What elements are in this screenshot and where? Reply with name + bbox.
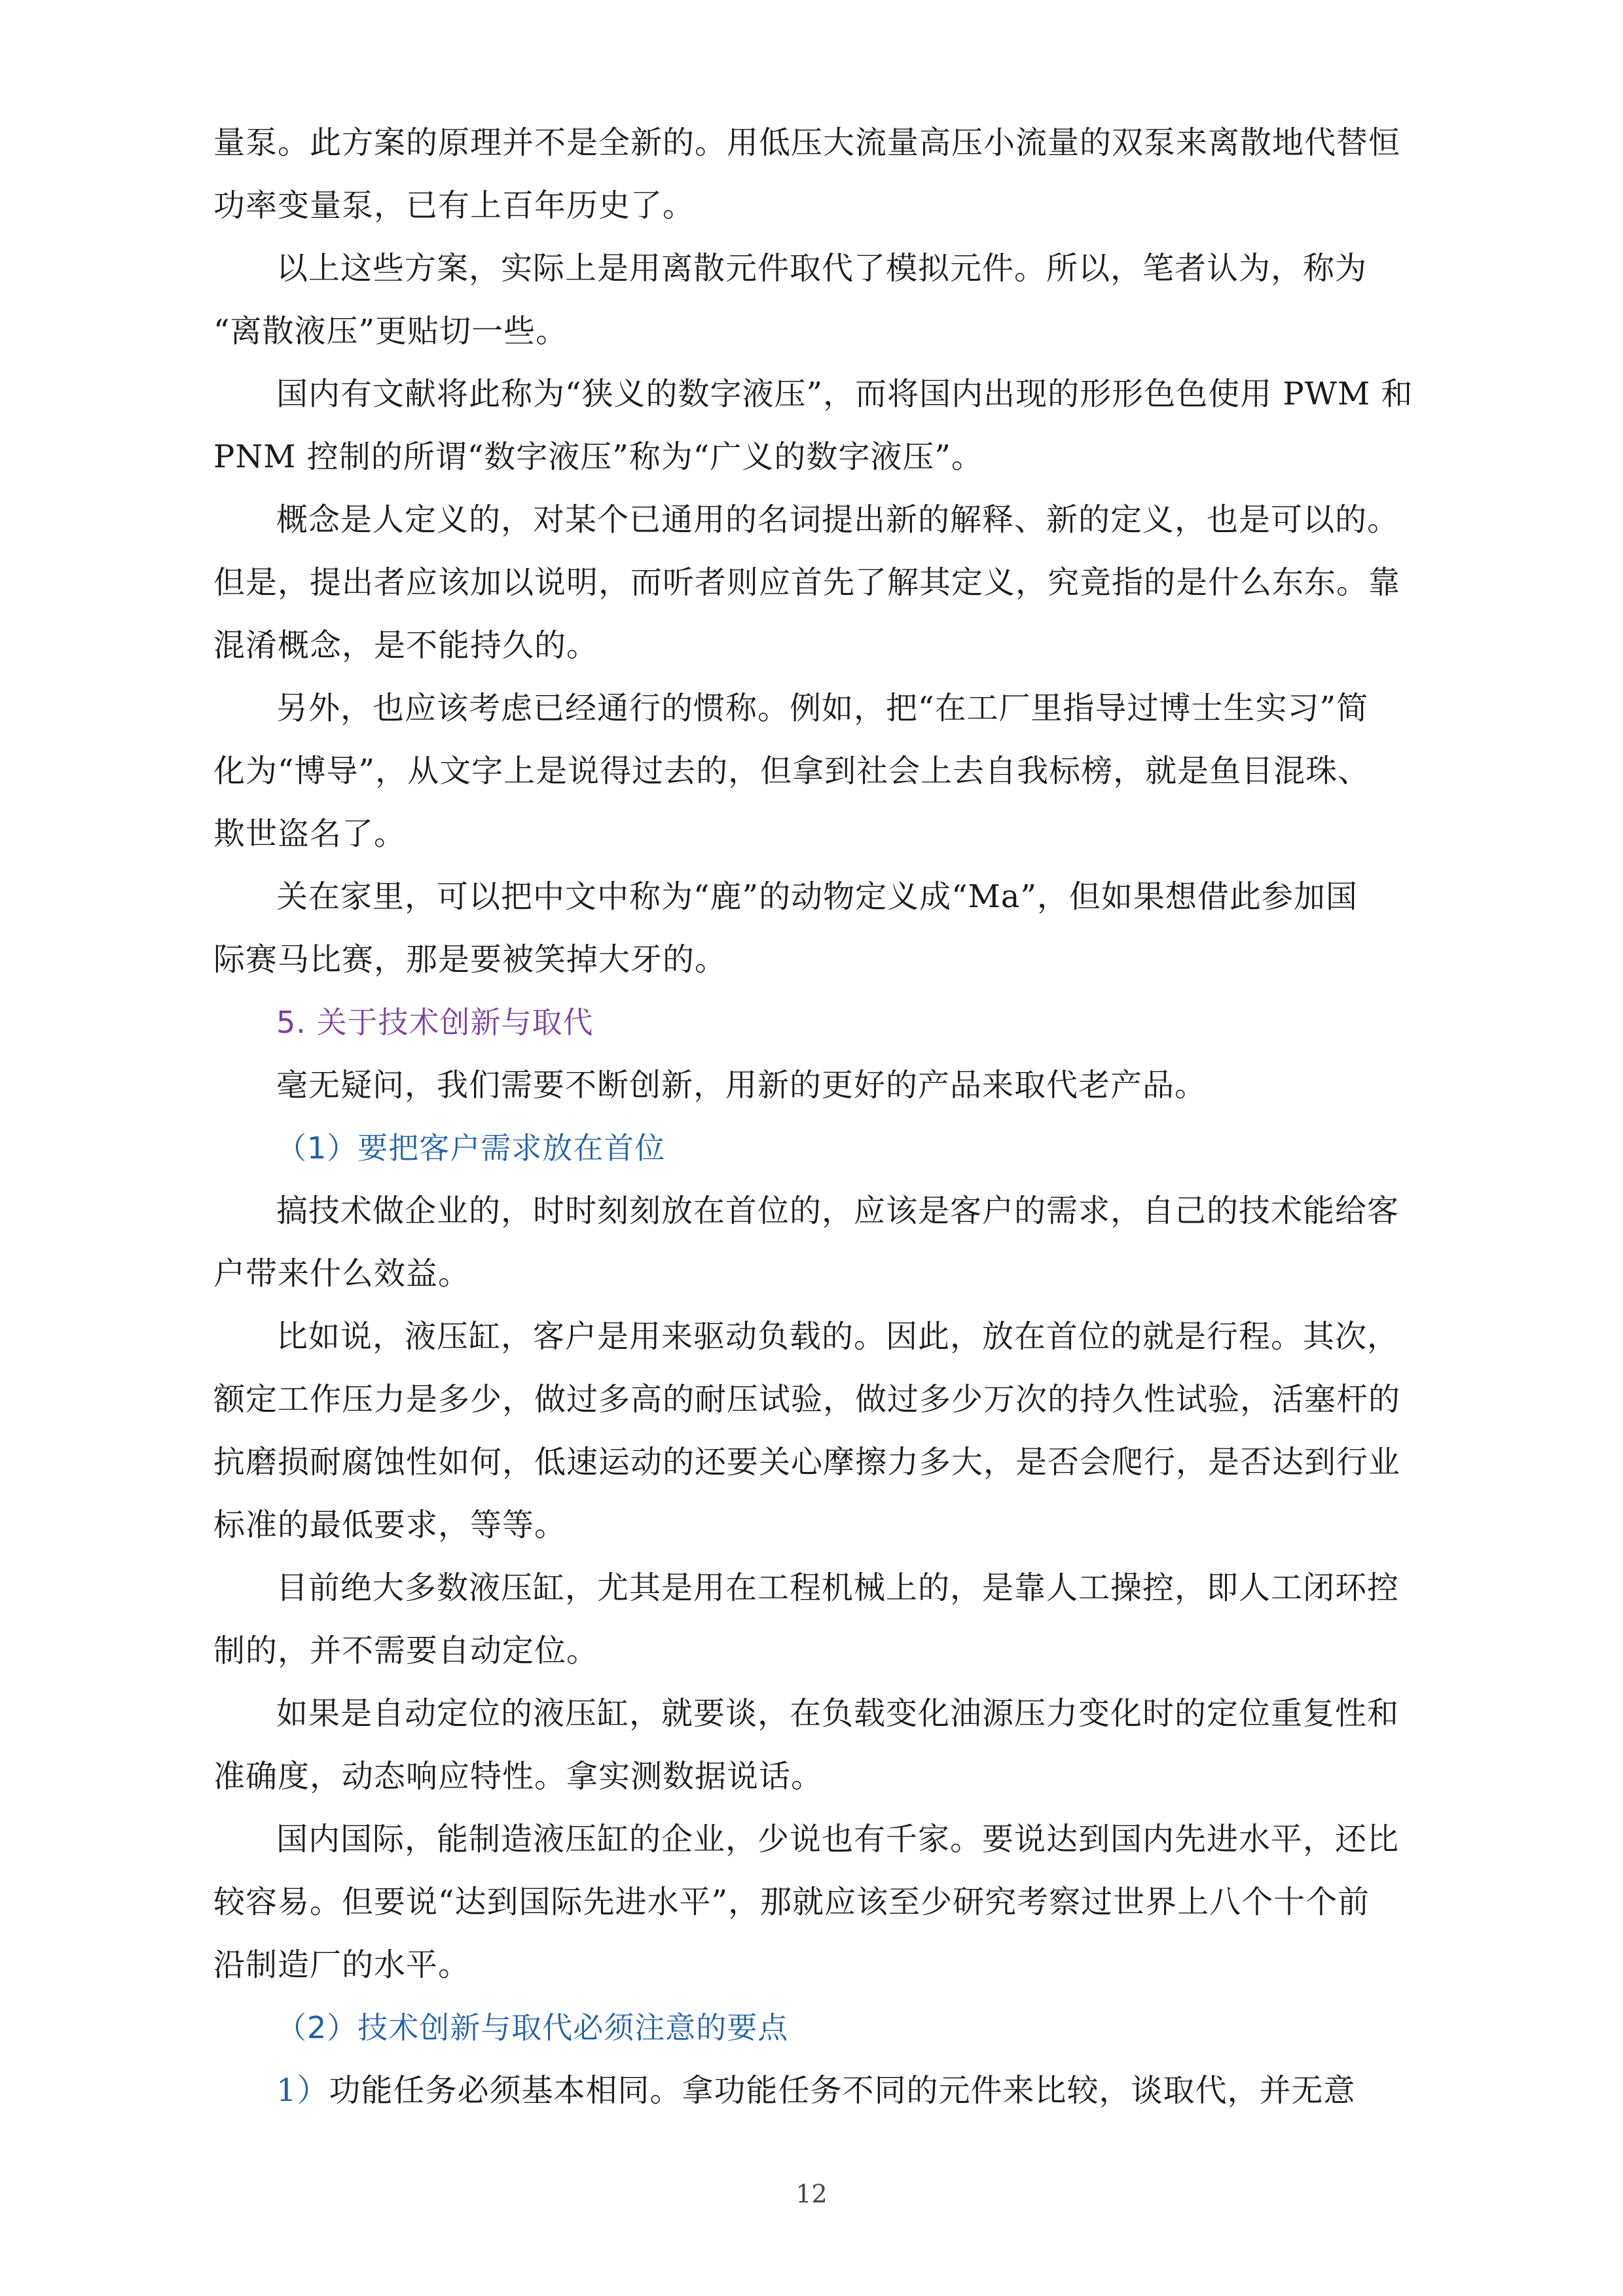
paragraph-line: 搞技术做企业的，时时刻刻放在首位的，应该是客户的需求，自己的技术能给客 [276,1193,1400,1229]
paragraph-line: 毫无疑问，我们需要不断创新，用新的更好的产品来取代老产品。 [276,1067,1207,1103]
paragraph-line: 如果是自动定位的液压缸，就要谈，在负载变化油源压力变化时的定位重复性和 [276,1695,1400,1732]
paragraph-line: 关在家里，可以把中文中称为“鹿”的动物定义成“Ma”，但如果想借此参加国 [276,878,1358,915]
paragraph-line: 较容易。但要说“达到国际先进水平”，那就应该至少研究考察过世界上八个十个前 [213,1884,1370,1920]
paragraph-line: 化为“博导”，从文字上是说得过去的，但拿到社会上去自我标榜，就是鱼目混珠、 [213,753,1370,789]
page-number: 12 [795,2179,828,2208]
paragraph-line: 沿制造厂的水平。 [213,1946,471,1983]
subsection-heading: （2）技术创新与取代必须注意的要点 [276,2010,789,2045]
paragraph-line: 比如说，液压缸，客户是用来驱动负载的。因此，放在首位的就是行程。其次， [276,1318,1400,1355]
paragraph-line: 功率变量泵，已有上百年历史了。 [213,187,695,224]
paragraph-line: 欺世盗名了。 [213,816,407,852]
section-heading: 5. 关于技术创新与取代 [276,1005,594,1040]
paragraph-line: 抗磨损耐腐蚀性如何，低速运动的还要关心摩擦力多大，是否会爬行，是否达到行业 [213,1444,1401,1480]
paragraph-line: 概念是人定义的，对某个已通用的名词提出新的解释、新的定义，也是可以的。 [276,501,1400,538]
paragraph-line [213,2059,1438,2122]
list-number: 1） [276,2072,329,2109]
paragraph-line: 准确度，动态响应特性。拿实测数据说话。 [213,1758,824,1795]
subsection-heading: （1）要把客户需求放在首位 [276,1130,666,1166]
document-body [213,111,1438,2122]
paragraph-line: 制的，并不需要自动定位。 [213,1632,599,1669]
paragraph-line: 另外，也应该考虑已经通行的惯称。例如，把“在工厂里指导过博士生实习”简 [276,690,1369,726]
paragraph-line: 额定工作压力是多少，做过多高的耐压试验，做过多少万次的持久性试验，活塞杆的 [213,1381,1401,1418]
paragraph-line: 国内国际，能制造液压缸的企业，少说也有千家。要说达到国内先进水平，还比 [276,1821,1400,1857]
paragraph-line: 量泵。此方案的原理并不是全新的。用低压大流量高压小流量的双泵来离散地代替恒 [213,124,1401,161]
paragraph-line: 户带来什么效益。 [213,1255,471,1292]
paragraph-line: 际赛马比赛，那是要被笑掉大牙的。 [213,941,727,978]
paragraph-line: 目前绝大多数液压缸，尤其是用在工程机械上的，是靠人工操控，即人工闭环控 [276,1570,1400,1606]
paragraph-line: 以上这些方案，实际上是用离散元件取代了模拟元件。所以，笔者认为，称为 [276,250,1368,287]
paragraph-line: 国内有文献将此称为“狭义的数字液压”，而将国内出现的形形色色使用 PWM 和 [276,376,1413,412]
paragraph-line: 混淆概念，是不能持久的。 [213,627,599,664]
list-item-text: 功能任务必须基本相同。拿功能任务不同的元件来比较，谈取代，并无意 [329,2072,1356,2109]
paragraph-line: PNM 控制的所谓“数字液压”称为“广义的数字液压”。 [213,439,983,475]
paragraph-line: 但是，提出者应该加以说明，而听者则应首先了解其定义，究竟指的是什么东东。靠 [213,564,1401,601]
paragraph-line: “离散液压”更贴切一些。 [213,313,568,350]
paragraph-line: 标准的最低要求，等等。 [213,1507,567,1543]
